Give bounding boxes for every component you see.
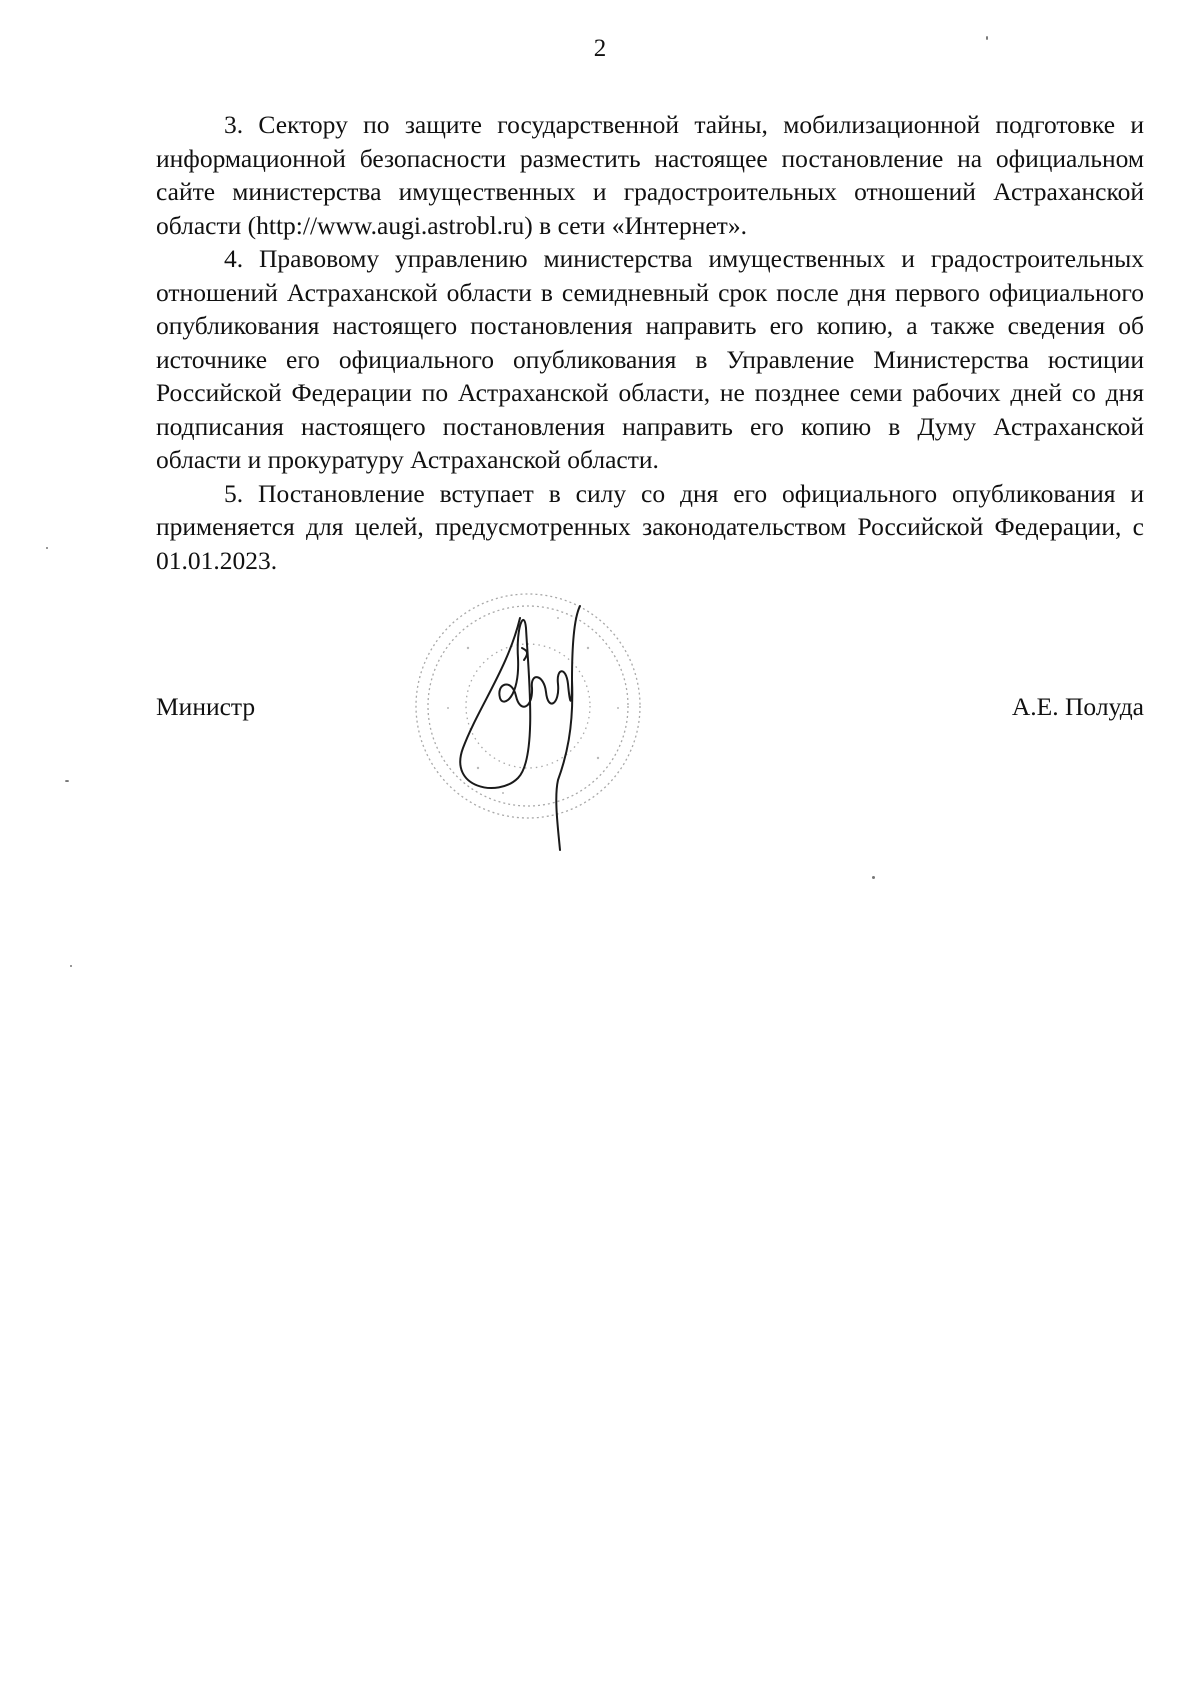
round-seal-icon	[408, 588, 658, 858]
page-number: 2	[593, 35, 607, 62]
paragraph-3: 3. Сектору по защите государственной тайны, мобилизационной подготовке и информационной безопасности разместить настоящее постановление на официальном сайте министерства имущественных и градостроительных отношений Астраханской области (http://www.augi.astrobl.ru) в сети «Интернет».	[156, 110, 1144, 240]
paragraph-5: 5. Постановление вступает в силу со дня его официального опубликования и применяется для целей, предусмотренных законодательством Российской Федерации, с 01.01.2023.	[156, 478, 1144, 575]
scan-speck	[872, 876, 875, 879]
document-body	[156, 108, 1144, 577]
signatory-name: А.Е. Полуда	[1011, 692, 1144, 721]
signatory-role: Министр	[156, 692, 256, 721]
handwritten-signature-icon	[460, 606, 580, 850]
scan-speck	[70, 965, 72, 967]
scan-speck	[46, 547, 48, 549]
paragraph-4: 4. Правовому управлению министерства имущественных и градостроительных отношений Астраханской области в семидневный срок после дня первого официального опубликования настоящего постановления направить его копию, а также сведения об источнике его официального опубликования в Управление Министерства юстиции Российской Федерации по Астраханской области, не позднее семи рабочих дней со дня подписания настоящего постановления направить его копию в Думу Астраханской области и прокуратуру Астраханской области.	[156, 244, 1144, 474]
scan-speck	[986, 36, 988, 40]
scan-speck	[65, 780, 69, 782]
